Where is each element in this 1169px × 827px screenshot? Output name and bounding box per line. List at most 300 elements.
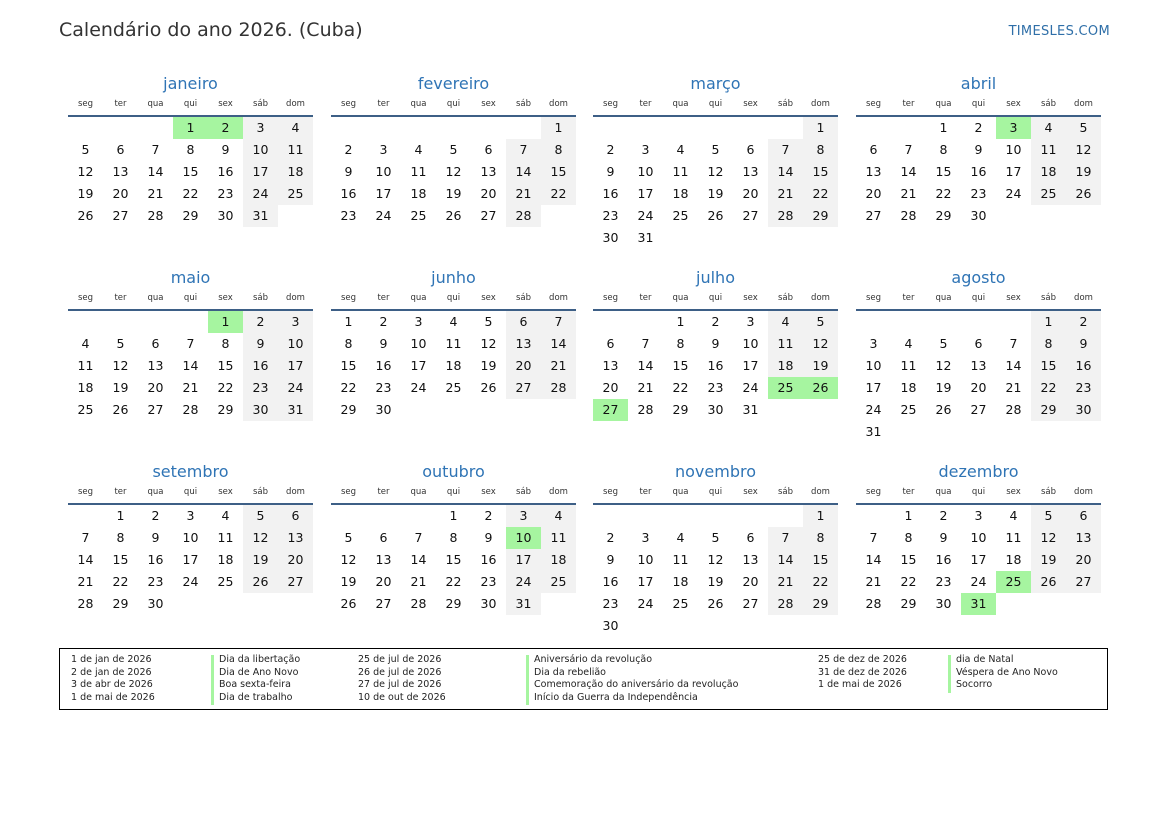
weekday-label: qui bbox=[971, 293, 986, 303]
day-cell: 9 bbox=[606, 552, 615, 567]
empty-cell bbox=[103, 311, 138, 333]
day-cell: 30 bbox=[147, 596, 164, 611]
day-cell: 15 bbox=[803, 161, 838, 183]
day-cell: 5 bbox=[803, 311, 838, 333]
day-cell: 12 bbox=[77, 164, 94, 179]
day-cell: 19 bbox=[445, 186, 462, 201]
weekday-header bbox=[593, 484, 838, 505]
day-cell: 21 bbox=[410, 574, 427, 589]
day-cell: 27 bbox=[970, 402, 987, 417]
day-cell: 1 bbox=[541, 117, 576, 139]
day-cell: 5 bbox=[711, 530, 720, 545]
day-cell: 2 bbox=[344, 142, 353, 157]
weekday-label: ter bbox=[902, 487, 915, 497]
empty-cell bbox=[891, 117, 926, 139]
day-cell: 20 bbox=[742, 574, 759, 589]
day-cell: 15 bbox=[672, 358, 689, 373]
day-cell: 27 bbox=[480, 208, 497, 223]
day-cell: 25 bbox=[672, 208, 689, 223]
empty-cell bbox=[68, 505, 103, 527]
day-cell: 21 bbox=[541, 355, 576, 377]
empty-cell bbox=[628, 505, 663, 527]
day-cell: 5 bbox=[243, 505, 278, 527]
weekday-label: dom bbox=[811, 293, 830, 303]
weekday-label: qua bbox=[935, 99, 952, 109]
month-7 bbox=[593, 267, 838, 421]
month-name: setembro bbox=[152, 462, 229, 481]
day-cell: 22 bbox=[541, 183, 576, 205]
day-cell: 3 bbox=[414, 314, 423, 329]
day-cell: 20 bbox=[742, 186, 759, 201]
weekday-label: qui bbox=[183, 487, 198, 497]
day-cell: 11 bbox=[768, 333, 803, 355]
day-cell: 4 bbox=[904, 336, 913, 351]
day-cell: 9 bbox=[1066, 333, 1101, 355]
day-cell: 11 bbox=[1031, 139, 1066, 161]
legend-col3-names bbox=[956, 654, 1058, 692]
day-cell: 5 bbox=[484, 314, 493, 329]
day-cell: 10 bbox=[742, 336, 759, 351]
day-cell: 14 bbox=[541, 333, 576, 355]
holiday-legend bbox=[59, 648, 1108, 710]
day-cell: 15 bbox=[340, 358, 357, 373]
day-cell: 22 bbox=[340, 380, 357, 395]
day-cell: 13 bbox=[278, 527, 313, 549]
weekday-label: sex bbox=[218, 293, 233, 303]
month-name: agosto bbox=[951, 268, 1006, 287]
day-cell: 17 bbox=[182, 552, 199, 567]
day-grid bbox=[331, 117, 576, 227]
weekday-label: qua bbox=[672, 487, 689, 497]
day-cell: 11 bbox=[672, 164, 689, 179]
weekday-label: sáb bbox=[1040, 293, 1057, 303]
weekday-label: dom bbox=[549, 487, 568, 497]
day-cell: 26 bbox=[707, 208, 724, 223]
day-cell: 8 bbox=[541, 139, 576, 161]
day-cell: 9 bbox=[939, 530, 948, 545]
weekday-label: ter bbox=[902, 293, 915, 303]
day-cell: 27 bbox=[506, 377, 541, 399]
day-cell: 14 bbox=[77, 552, 94, 567]
day-cell: 21 bbox=[768, 183, 803, 205]
day-cell: 13 bbox=[375, 552, 392, 567]
day-cell: 22 bbox=[900, 574, 917, 589]
weekday-label: qui bbox=[708, 487, 723, 497]
day-cell: 22 bbox=[217, 380, 234, 395]
day-cell: 5 bbox=[939, 336, 948, 351]
day-cell: 2 bbox=[711, 314, 720, 329]
empty-cell bbox=[768, 117, 803, 139]
empty-cell bbox=[173, 311, 208, 333]
day-cell: 14 bbox=[865, 552, 882, 567]
day-cell: 23 bbox=[970, 186, 987, 201]
day-cell: 3 bbox=[641, 142, 650, 157]
weekday-label: ter bbox=[377, 99, 390, 109]
day-cell: 17 bbox=[637, 186, 654, 201]
day-cell: 10 bbox=[243, 139, 278, 161]
day-cell: 16 bbox=[602, 186, 619, 201]
day-cell: 3 bbox=[641, 530, 650, 545]
day-cell: 25 bbox=[900, 402, 917, 417]
day-cell: 30 bbox=[970, 208, 987, 223]
weekday-label: seg bbox=[77, 293, 94, 303]
empty-cell bbox=[506, 117, 541, 139]
month-9 bbox=[68, 461, 313, 615]
day-cell: 21 bbox=[182, 380, 199, 395]
month-name: dezembro bbox=[938, 462, 1019, 481]
day-cell: 3 bbox=[379, 142, 388, 157]
day-cell: 10 bbox=[637, 164, 654, 179]
day-cell: 5 bbox=[116, 336, 125, 351]
weekday-label: qua bbox=[672, 99, 689, 109]
day-cell: 7 bbox=[506, 139, 541, 161]
day-cell: 17 bbox=[1005, 164, 1022, 179]
legend-col1-names bbox=[219, 654, 300, 705]
legend-holiday-marker bbox=[211, 655, 214, 705]
month-name: novembro bbox=[675, 462, 756, 481]
day-cell: 25 bbox=[672, 596, 689, 611]
legend-date: 25 de jul de 2026 bbox=[358, 654, 442, 665]
day-cell: 25 bbox=[278, 183, 313, 205]
holiday-day-cell: 2 bbox=[208, 117, 243, 139]
day-cell: 2 bbox=[1066, 311, 1101, 333]
day-cell: 26 bbox=[1031, 571, 1066, 593]
day-cell: 22 bbox=[112, 574, 129, 589]
holiday-day-cell: 1 bbox=[173, 117, 208, 139]
day-cell: 30 bbox=[935, 596, 952, 611]
day-cell: 23 bbox=[375, 380, 392, 395]
weekday-label: seg bbox=[602, 99, 619, 109]
day-cell: 19 bbox=[803, 355, 838, 377]
day-cell: 13 bbox=[147, 358, 164, 373]
legend-holiday-name: Socorro bbox=[956, 679, 993, 691]
weekday-label: dom bbox=[549, 293, 568, 303]
day-cell: 5 bbox=[1066, 117, 1101, 139]
legend-date: 3 de abr de 2026 bbox=[71, 679, 153, 691]
legend-holiday-name: Dia da libertação bbox=[219, 654, 301, 665]
day-cell: 26 bbox=[77, 208, 94, 223]
month-4 bbox=[856, 73, 1101, 227]
day-cell: 8 bbox=[939, 142, 948, 157]
weekday-label: dom bbox=[1074, 487, 1093, 497]
day-cell: 20 bbox=[480, 186, 497, 201]
day-cell: 4 bbox=[768, 311, 803, 333]
day-cell: 27 bbox=[112, 208, 129, 223]
day-cell: 26 bbox=[340, 596, 357, 611]
day-cell: 29 bbox=[803, 205, 838, 227]
day-cell: 23 bbox=[707, 380, 724, 395]
day-cell: 26 bbox=[445, 208, 462, 223]
weekday-label: sex bbox=[481, 99, 496, 109]
legend-holiday-name: Início da Guerra da Independência bbox=[534, 692, 698, 704]
empty-cell bbox=[891, 311, 926, 333]
day-cell: 26 bbox=[480, 380, 497, 395]
day-cell: 16 bbox=[375, 358, 392, 373]
legend-date: 1 de jan de 2026 bbox=[71, 654, 152, 665]
day-cell: 30 bbox=[602, 230, 619, 245]
weekday-label: sáb bbox=[252, 99, 269, 109]
day-cell: 21 bbox=[77, 574, 94, 589]
day-cell: 27 bbox=[278, 571, 313, 593]
day-cell: 15 bbox=[445, 552, 462, 567]
day-cell: 20 bbox=[278, 549, 313, 571]
day-cell: 12 bbox=[243, 527, 278, 549]
month-name: janeiro bbox=[163, 74, 218, 93]
day-cell: 16 bbox=[707, 358, 724, 373]
weekday-label: sáb bbox=[777, 293, 794, 303]
day-cell: 22 bbox=[445, 574, 462, 589]
empty-cell bbox=[856, 117, 891, 139]
day-cell: 24 bbox=[506, 571, 541, 593]
day-cell: 6 bbox=[746, 142, 755, 157]
day-cell: 11 bbox=[541, 527, 576, 549]
day-cell: 31 bbox=[742, 402, 759, 417]
legend-holiday-name: Comemoração do aniversário da revolução bbox=[534, 679, 739, 691]
weekday-label: dom bbox=[286, 99, 305, 109]
empty-cell bbox=[628, 117, 663, 139]
day-cell: 10 bbox=[410, 336, 427, 351]
day-cell: 19 bbox=[340, 574, 357, 589]
day-cell: 29 bbox=[182, 208, 199, 223]
day-cell: 20 bbox=[865, 186, 882, 201]
weekday-label: dom bbox=[549, 99, 568, 109]
day-cell: 20 bbox=[375, 574, 392, 589]
empty-cell bbox=[663, 505, 698, 527]
day-cell: 2 bbox=[974, 120, 983, 135]
weekday-label: sex bbox=[1006, 99, 1021, 109]
day-cell: 23 bbox=[602, 208, 619, 223]
day-cell: 22 bbox=[803, 183, 838, 205]
weekday-label: qui bbox=[446, 487, 461, 497]
weekday-header bbox=[331, 290, 576, 311]
month-1 bbox=[68, 73, 313, 227]
day-cell: 6 bbox=[379, 530, 388, 545]
day-cell: 9 bbox=[151, 530, 160, 545]
day-cell: 18 bbox=[445, 358, 462, 373]
day-cell: 28 bbox=[768, 205, 803, 227]
empty-cell bbox=[103, 117, 138, 139]
empty-cell bbox=[628, 311, 663, 333]
day-cell: 27 bbox=[865, 208, 882, 223]
day-cell: 7 bbox=[186, 336, 195, 351]
legend-date: 27 de jul de 2026 bbox=[358, 679, 442, 691]
day-cell: 30 bbox=[480, 596, 497, 611]
day-cell: 15 bbox=[935, 164, 952, 179]
weekday-label: sáb bbox=[252, 487, 269, 497]
day-cell: 25 bbox=[217, 574, 234, 589]
day-cell: 8 bbox=[221, 336, 230, 351]
day-cell: 7 bbox=[1009, 336, 1018, 351]
day-cell: 9 bbox=[484, 530, 493, 545]
holiday-day-cell: 25 bbox=[996, 571, 1031, 593]
day-cell: 23 bbox=[217, 186, 234, 201]
day-cell: 14 bbox=[506, 161, 541, 183]
empty-cell bbox=[698, 117, 733, 139]
weekday-header bbox=[68, 96, 313, 117]
weekday-label: sáb bbox=[777, 99, 794, 109]
empty-cell bbox=[593, 117, 628, 139]
day-cell: 6 bbox=[746, 530, 755, 545]
weekday-label: seg bbox=[602, 487, 619, 497]
day-cell: 16 bbox=[935, 552, 952, 567]
day-cell: 8 bbox=[676, 336, 685, 351]
brand-link[interactable]: TIMESLES.COM bbox=[1008, 24, 1110, 39]
day-cell: 27 bbox=[375, 596, 392, 611]
day-cell: 18 bbox=[541, 549, 576, 571]
weekday-header bbox=[331, 96, 576, 117]
day-cell: 23 bbox=[340, 208, 357, 223]
day-cell: 17 bbox=[243, 161, 278, 183]
day-cell: 11 bbox=[445, 336, 462, 351]
empty-cell bbox=[961, 311, 996, 333]
day-cell: 10 bbox=[375, 164, 392, 179]
day-cell: 15 bbox=[1031, 355, 1066, 377]
legend-holiday-marker bbox=[526, 655, 529, 705]
month-11 bbox=[593, 461, 838, 637]
legend-col2-names bbox=[534, 654, 738, 705]
day-cell: 3 bbox=[974, 508, 983, 523]
day-cell: 10 bbox=[970, 530, 987, 545]
day-cell: 4 bbox=[278, 117, 313, 139]
day-cell: 19 bbox=[243, 549, 278, 571]
day-grid bbox=[593, 311, 838, 421]
weekday-label: qui bbox=[708, 293, 723, 303]
day-cell: 13 bbox=[742, 164, 759, 179]
day-cell: 26 bbox=[243, 571, 278, 593]
weekday-label: seg bbox=[602, 293, 619, 303]
day-cell: 1 bbox=[803, 117, 838, 139]
weekday-label: sex bbox=[743, 487, 758, 497]
day-cell: 15 bbox=[900, 552, 917, 567]
month-12 bbox=[856, 461, 1101, 615]
day-cell: 4 bbox=[1031, 117, 1066, 139]
day-cell: 16 bbox=[147, 552, 164, 567]
weekday-label: qua bbox=[410, 293, 427, 303]
day-cell: 28 bbox=[147, 208, 164, 223]
day-cell: 4 bbox=[81, 336, 90, 351]
day-cell: 14 bbox=[768, 549, 803, 571]
day-cell: 4 bbox=[676, 530, 685, 545]
day-cell: 11 bbox=[672, 552, 689, 567]
weekday-label: qua bbox=[147, 487, 164, 497]
day-cell: 15 bbox=[541, 161, 576, 183]
weekday-label: dom bbox=[811, 487, 830, 497]
day-cell: 4 bbox=[1009, 508, 1018, 523]
day-cell: 14 bbox=[147, 164, 164, 179]
day-cell: 22 bbox=[672, 380, 689, 395]
day-cell: 31 bbox=[506, 593, 541, 615]
legend-holiday-name: Dia de trabalho bbox=[219, 692, 293, 704]
holiday-day-cell: 3 bbox=[996, 117, 1031, 139]
day-cell: 30 bbox=[217, 208, 234, 223]
day-cell: 9 bbox=[344, 164, 353, 179]
month-name: junho bbox=[431, 268, 476, 287]
day-cell: 8 bbox=[803, 527, 838, 549]
day-cell: 16 bbox=[340, 186, 357, 201]
day-cell: 12 bbox=[707, 164, 724, 179]
day-cell: 25 bbox=[77, 402, 94, 417]
empty-cell bbox=[366, 117, 401, 139]
day-cell: 24 bbox=[637, 596, 654, 611]
day-cell: 12 bbox=[935, 358, 952, 373]
day-cell: 28 bbox=[541, 377, 576, 399]
day-cell: 21 bbox=[1005, 380, 1022, 395]
day-cell: 22 bbox=[935, 186, 952, 201]
day-cell: 28 bbox=[637, 402, 654, 417]
day-cell: 10 bbox=[1005, 142, 1022, 157]
weekday-label: dom bbox=[1074, 293, 1093, 303]
day-cell: 18 bbox=[900, 380, 917, 395]
empty-cell bbox=[68, 117, 103, 139]
day-cell: 29 bbox=[340, 402, 357, 417]
day-cell: 8 bbox=[1031, 333, 1066, 355]
month-name: outubro bbox=[422, 462, 485, 481]
legend-date: 1 de mai de 2026 bbox=[71, 692, 155, 704]
day-cell: 4 bbox=[541, 505, 576, 527]
day-cell: 26 bbox=[935, 402, 952, 417]
empty-cell bbox=[593, 311, 628, 333]
weekday-label: ter bbox=[639, 293, 652, 303]
weekday-label: seg bbox=[865, 293, 882, 303]
legend-holiday-marker bbox=[948, 655, 951, 693]
day-cell: 27 bbox=[1066, 571, 1101, 593]
weekday-label: qua bbox=[935, 487, 952, 497]
day-cell: 17 bbox=[970, 552, 987, 567]
empty-cell bbox=[698, 505, 733, 527]
day-cell: 1 bbox=[803, 505, 838, 527]
day-cell: 17 bbox=[410, 358, 427, 373]
day-cell: 12 bbox=[707, 552, 724, 567]
weekday-label: seg bbox=[77, 99, 94, 109]
day-cell: 4 bbox=[221, 508, 230, 523]
day-grid bbox=[68, 311, 313, 421]
day-cell: 11 bbox=[278, 139, 313, 161]
day-cell: 8 bbox=[904, 530, 913, 545]
weekday-label: seg bbox=[865, 99, 882, 109]
day-cell: 6 bbox=[484, 142, 493, 157]
empty-cell bbox=[138, 311, 173, 333]
day-cell: 30 bbox=[707, 402, 724, 417]
day-cell: 18 bbox=[1031, 161, 1066, 183]
day-cell: 6 bbox=[1066, 505, 1101, 527]
day-cell: 11 bbox=[900, 358, 917, 373]
day-cell: 7 bbox=[414, 530, 423, 545]
month-name: maio bbox=[170, 268, 211, 287]
weekday-label: qua bbox=[935, 293, 952, 303]
holiday-day-cell: 26 bbox=[803, 377, 838, 399]
day-cell: 13 bbox=[970, 358, 987, 373]
weekday-label: sex bbox=[743, 293, 758, 303]
day-cell: 9 bbox=[243, 333, 278, 355]
weekday-label: sex bbox=[218, 487, 233, 497]
weekday-header bbox=[856, 484, 1101, 505]
day-cell: 21 bbox=[637, 380, 654, 395]
day-cell: 15 bbox=[803, 549, 838, 571]
day-cell: 23 bbox=[1066, 377, 1101, 399]
day-cell: 18 bbox=[278, 161, 313, 183]
day-cell: 29 bbox=[803, 593, 838, 615]
day-cell: 1 bbox=[344, 314, 353, 329]
day-cell: 24 bbox=[1005, 186, 1022, 201]
weekday-label: ter bbox=[639, 487, 652, 497]
day-cell: 22 bbox=[1031, 377, 1066, 399]
empty-cell bbox=[768, 505, 803, 527]
day-cell: 2 bbox=[484, 508, 493, 523]
day-cell: 7 bbox=[904, 142, 913, 157]
day-cell: 6 bbox=[606, 336, 615, 351]
day-cell: 22 bbox=[182, 186, 199, 201]
day-cell: 23 bbox=[147, 574, 164, 589]
